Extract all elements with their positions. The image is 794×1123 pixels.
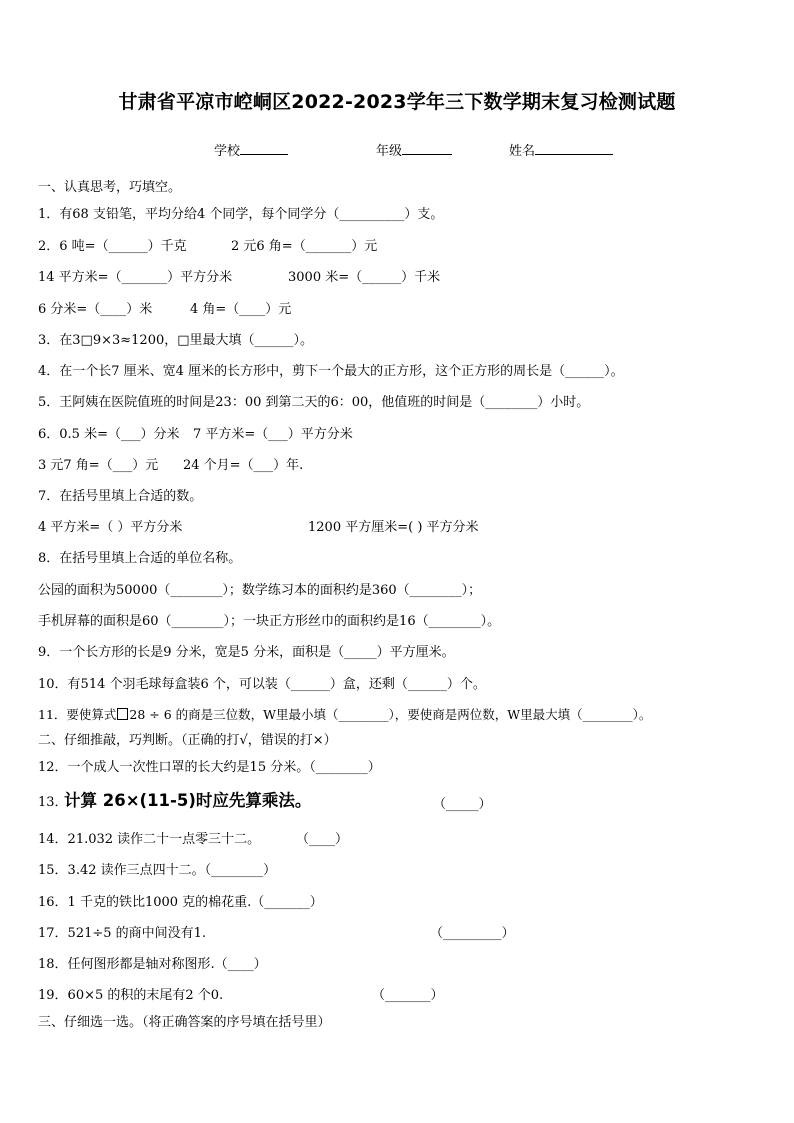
question-11-prefix: 11．要使算式 [38, 707, 117, 722]
question-19-blank[interactable]: （_______） [372, 988, 444, 1003]
question-13-blank[interactable]: （_____） [433, 797, 492, 812]
school-field [214, 140, 288, 159]
question-17: 17．521÷5 的商中间没有1. [38, 926, 207, 941]
question-15: 15．3.42 读作三点四十二。（________） [38, 863, 277, 878]
question-6c: 3 元7 角=（___）元 [38, 458, 159, 473]
question-7b: 1200 平方厘米=( ) 平方分米 [308, 520, 479, 535]
question-14: 14．21.032 读作二十一点零三十二。 [38, 832, 261, 847]
question-6b: 7 平方米=（___）平方分米 [193, 427, 353, 442]
question-19: 19．60×5 的积的末尾有2 个0. [38, 988, 224, 1003]
name-field [509, 140, 613, 159]
section-1-heading: 一、认真思考，巧填空。 [38, 180, 182, 195]
question-3: 3．在3□9×3≈1200，□里最大填（______）。 [38, 333, 314, 348]
grade-label: 年级 [376, 144, 403, 159]
blank-square-icon [117, 708, 128, 720]
school-label: 学校 [214, 144, 241, 159]
section-3-heading: 三、仔细选一选。（将正确答案的序号填在括号里） [38, 1015, 331, 1030]
question-11 [38, 707, 651, 723]
question-12: 12．一个成人一次性口罩的长大约是15 分米。（________） [38, 760, 381, 775]
question-14-blank[interactable]: （____） [296, 832, 349, 847]
question-2c: 14 平方米=（_______）平方分米 [38, 270, 233, 285]
question-4: 4．在一个长7 厘米、宽4 厘米的长方形中，剪下一个最大的正方形，这个正方形的周长是（______）。 [38, 364, 624, 379]
question-2f: 4 角=（____）元 [190, 302, 292, 317]
question-17-blank[interactable]: （_________） [430, 926, 515, 941]
question-8: 8．在括号里填上合适的单位名称。 [38, 551, 242, 566]
grade-blank[interactable] [402, 141, 452, 155]
question-2b: 2 元6 角=（_______）元 [231, 239, 378, 254]
question-1: 1．有68 支铅笔，平均分给4 个同学，每个同学分（__________）支。 [38, 207, 444, 222]
name-blank[interactable] [535, 141, 613, 155]
question-8a: 公园的面积为50000（________）；数学练习本的面积约是360（________）； [38, 583, 482, 598]
school-blank[interactable] [240, 141, 288, 155]
name-label: 姓名 [509, 144, 536, 159]
question-8b: 手机屏幕的面积是60（________）；一块正方形丝巾的面积约是16（________）。 [38, 614, 501, 629]
question-18: 18．任何图形都是轴对称图形.（____） [38, 957, 267, 972]
grade-field [376, 140, 452, 159]
question-2d: 3000 米=（______）千米 [288, 270, 441, 285]
page-title: 甘肃省平凉市崆峒区2022-2023学年三下数学期末复习检测试题 [118, 91, 676, 113]
question-7: 7．在括号里填上合适的数。 [38, 489, 203, 504]
question-6a: 6．0.5 米=（___）分米 [38, 427, 180, 442]
question-5: 5．王阿姨在医院值班的时间是23：00 到第二天的6：00，他值班的时间是（________）小时。 [38, 395, 590, 410]
question-6d: 24 个月=（___）年. [183, 458, 304, 473]
question-2a: 2．6 吨=（______）千克 [38, 239, 187, 254]
question-2e: 6 分米=（____）米 [38, 302, 153, 317]
question-13-number: 13． [38, 795, 68, 810]
question-16: 16．1 千克的铁比1000 克的棉花重.（_______） [38, 895, 323, 910]
question-7a: 4 平方米=（ ）平方分米 [38, 520, 183, 535]
question-9: 9．一个长方形的长是9 分米，宽是5 分米，面积是（_____）平方厘米。 [38, 645, 455, 660]
question-11-suffix: 28 ÷ 6 的商是三位数，W里最小填（________），要使商是两位数，W里最大填（________）。 [129, 707, 652, 722]
question-10: 10．有514 个羽毛球每盒装6 个，可以装（______）盒，还剩（______）个。 [38, 677, 486, 692]
section-2-heading: 二、仔细推敲，巧判断。（正确的打√，错误的打×） [38, 733, 337, 748]
question-13: 计算 26×(11-5)时应先算乘法。 [64, 791, 312, 810]
